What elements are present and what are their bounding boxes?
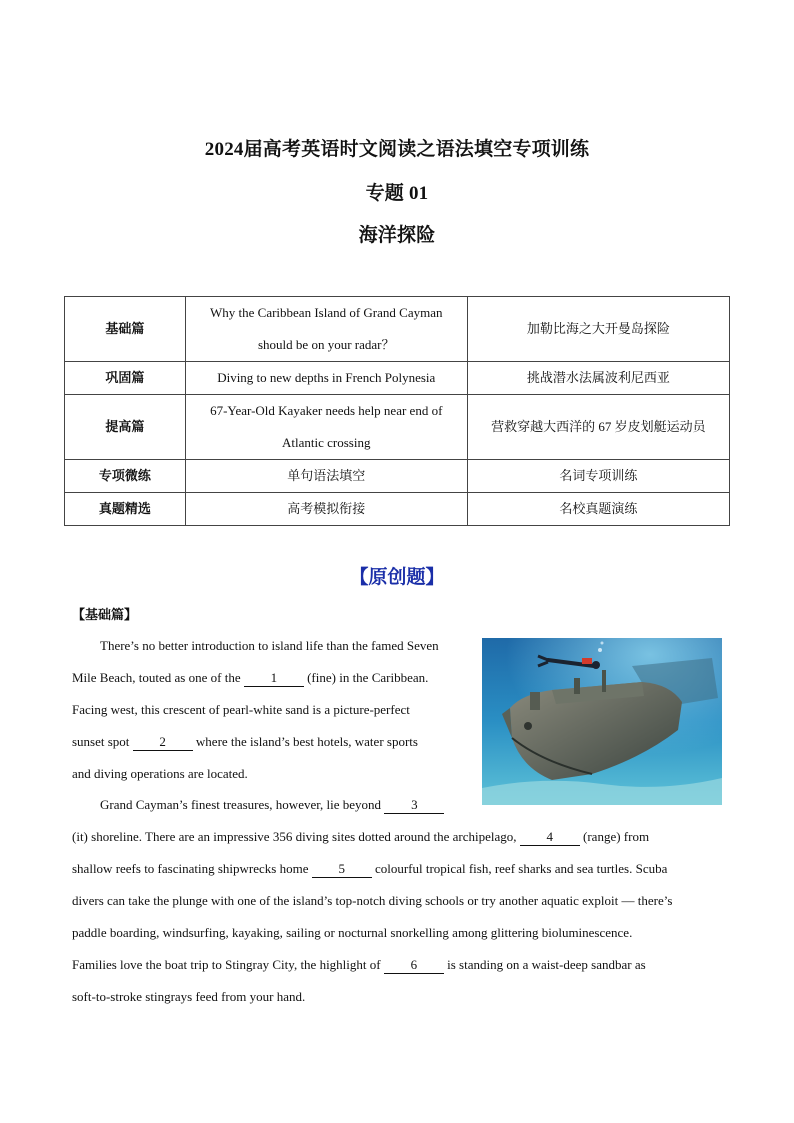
english-title-line: should be on your radar？ <box>258 337 395 352</box>
section-cell: 专项微练 <box>65 460 186 493</box>
passage-line: paddle boarding, windsurfing, kayaking, sailing or nocturnal snorkelling among glittering bioluminescence. <box>72 925 633 940</box>
shipwreck-diver-image <box>482 638 722 805</box>
document-title: 2024届高考英语时文阅读之语法填空专项训练 <box>204 139 590 160</box>
chinese-title-cell: 名词专项训练 <box>467 460 729 493</box>
english-title-cell <box>185 297 467 362</box>
english-title-line: 67-Year-Old Kayaker needs help near end of <box>210 403 443 418</box>
english-title-cell: 高考模拟衔接 <box>185 493 467 526</box>
blank-6[interactable]: 6 <box>384 957 444 974</box>
english-title-line: Why the Caribbean Island of Grand Cayman <box>210 305 443 320</box>
passage-line: soft-to-stroke stingrays feed from your hand. <box>72 989 306 1004</box>
passage-line: Mile Beach, touted as one of the 1 (fine) in the Caribbean. <box>72 670 429 685</box>
english-title-line: Atlantic crossing <box>282 435 371 450</box>
passage-line: Facing west, this crescent of pearl-white sand is a picture-perfect <box>72 702 410 717</box>
chinese-title-cell: 营救穿越大西洋的 67 岁皮划艇运动员 <box>467 395 729 460</box>
table-row <box>65 493 730 526</box>
shipwreck-photo <box>482 638 722 805</box>
english-title-cell <box>185 395 467 460</box>
english-title-cell: Diving to new depths in French Polynesia <box>185 362 467 395</box>
passage-line: and diving operations are located. <box>72 766 248 781</box>
section-cell: 巩固篇 <box>65 362 186 395</box>
table-row <box>65 362 730 395</box>
section-cell: 基础篇 <box>65 297 186 362</box>
section-cell: 提高篇 <box>65 395 186 460</box>
overview-table <box>64 296 730 526</box>
blank-2[interactable]: 2 <box>133 734 193 751</box>
topic-number: 专题 01 <box>365 183 429 204</box>
chinese-title-cell: 加勒比海之大开曼岛探险 <box>467 297 729 362</box>
table-row <box>65 395 730 460</box>
chinese-title-cell: 挑战潜水法属波利尼西亚 <box>467 362 729 395</box>
topic-name: 海洋探险 <box>358 225 436 246</box>
passage-line: (it) shoreline. There are an impressive 356 diving sites dotted around the archipelago, 4 (range) from <box>72 829 650 844</box>
blank-1[interactable]: 1 <box>244 670 304 687</box>
passage-line: divers can take the plunge with one of the island’s top-notch diving schools or try another aquatic exploit — there’s <box>72 893 673 908</box>
section-cell: 真题精选 <box>65 493 186 526</box>
section-heading: 【原创题】 <box>349 566 445 588</box>
passage-line: Grand Cayman’s finest treasures, however, lie beyond 3 <box>100 795 444 815</box>
passage-line: sunset spot 2 where the island’s best hotels, water sports <box>72 734 418 749</box>
blank-3[interactable]: 3 <box>384 797 444 814</box>
passage-line: shallow reefs to fascinating shipwrecks home 5 colourful tropical fish, reef sharks and sea turtles. Scuba <box>72 861 668 876</box>
blank-5[interactable]: 5 <box>312 861 372 878</box>
passage-heading: 【基础篇】 <box>72 608 138 623</box>
passage-line: There’s no better introduction to island life than the famed Seven <box>100 638 439 653</box>
passage-line: Families love the boat trip to Stingray City, the highlight of 6 is standing on a waist-deep sandbar as <box>72 957 646 972</box>
chinese-title-cell: 名校真题演练 <box>467 493 729 526</box>
blank-4[interactable]: 4 <box>520 829 580 846</box>
table-row <box>65 297 730 362</box>
table-row <box>65 460 730 493</box>
english-title-cell: 单句语法填空 <box>185 460 467 493</box>
